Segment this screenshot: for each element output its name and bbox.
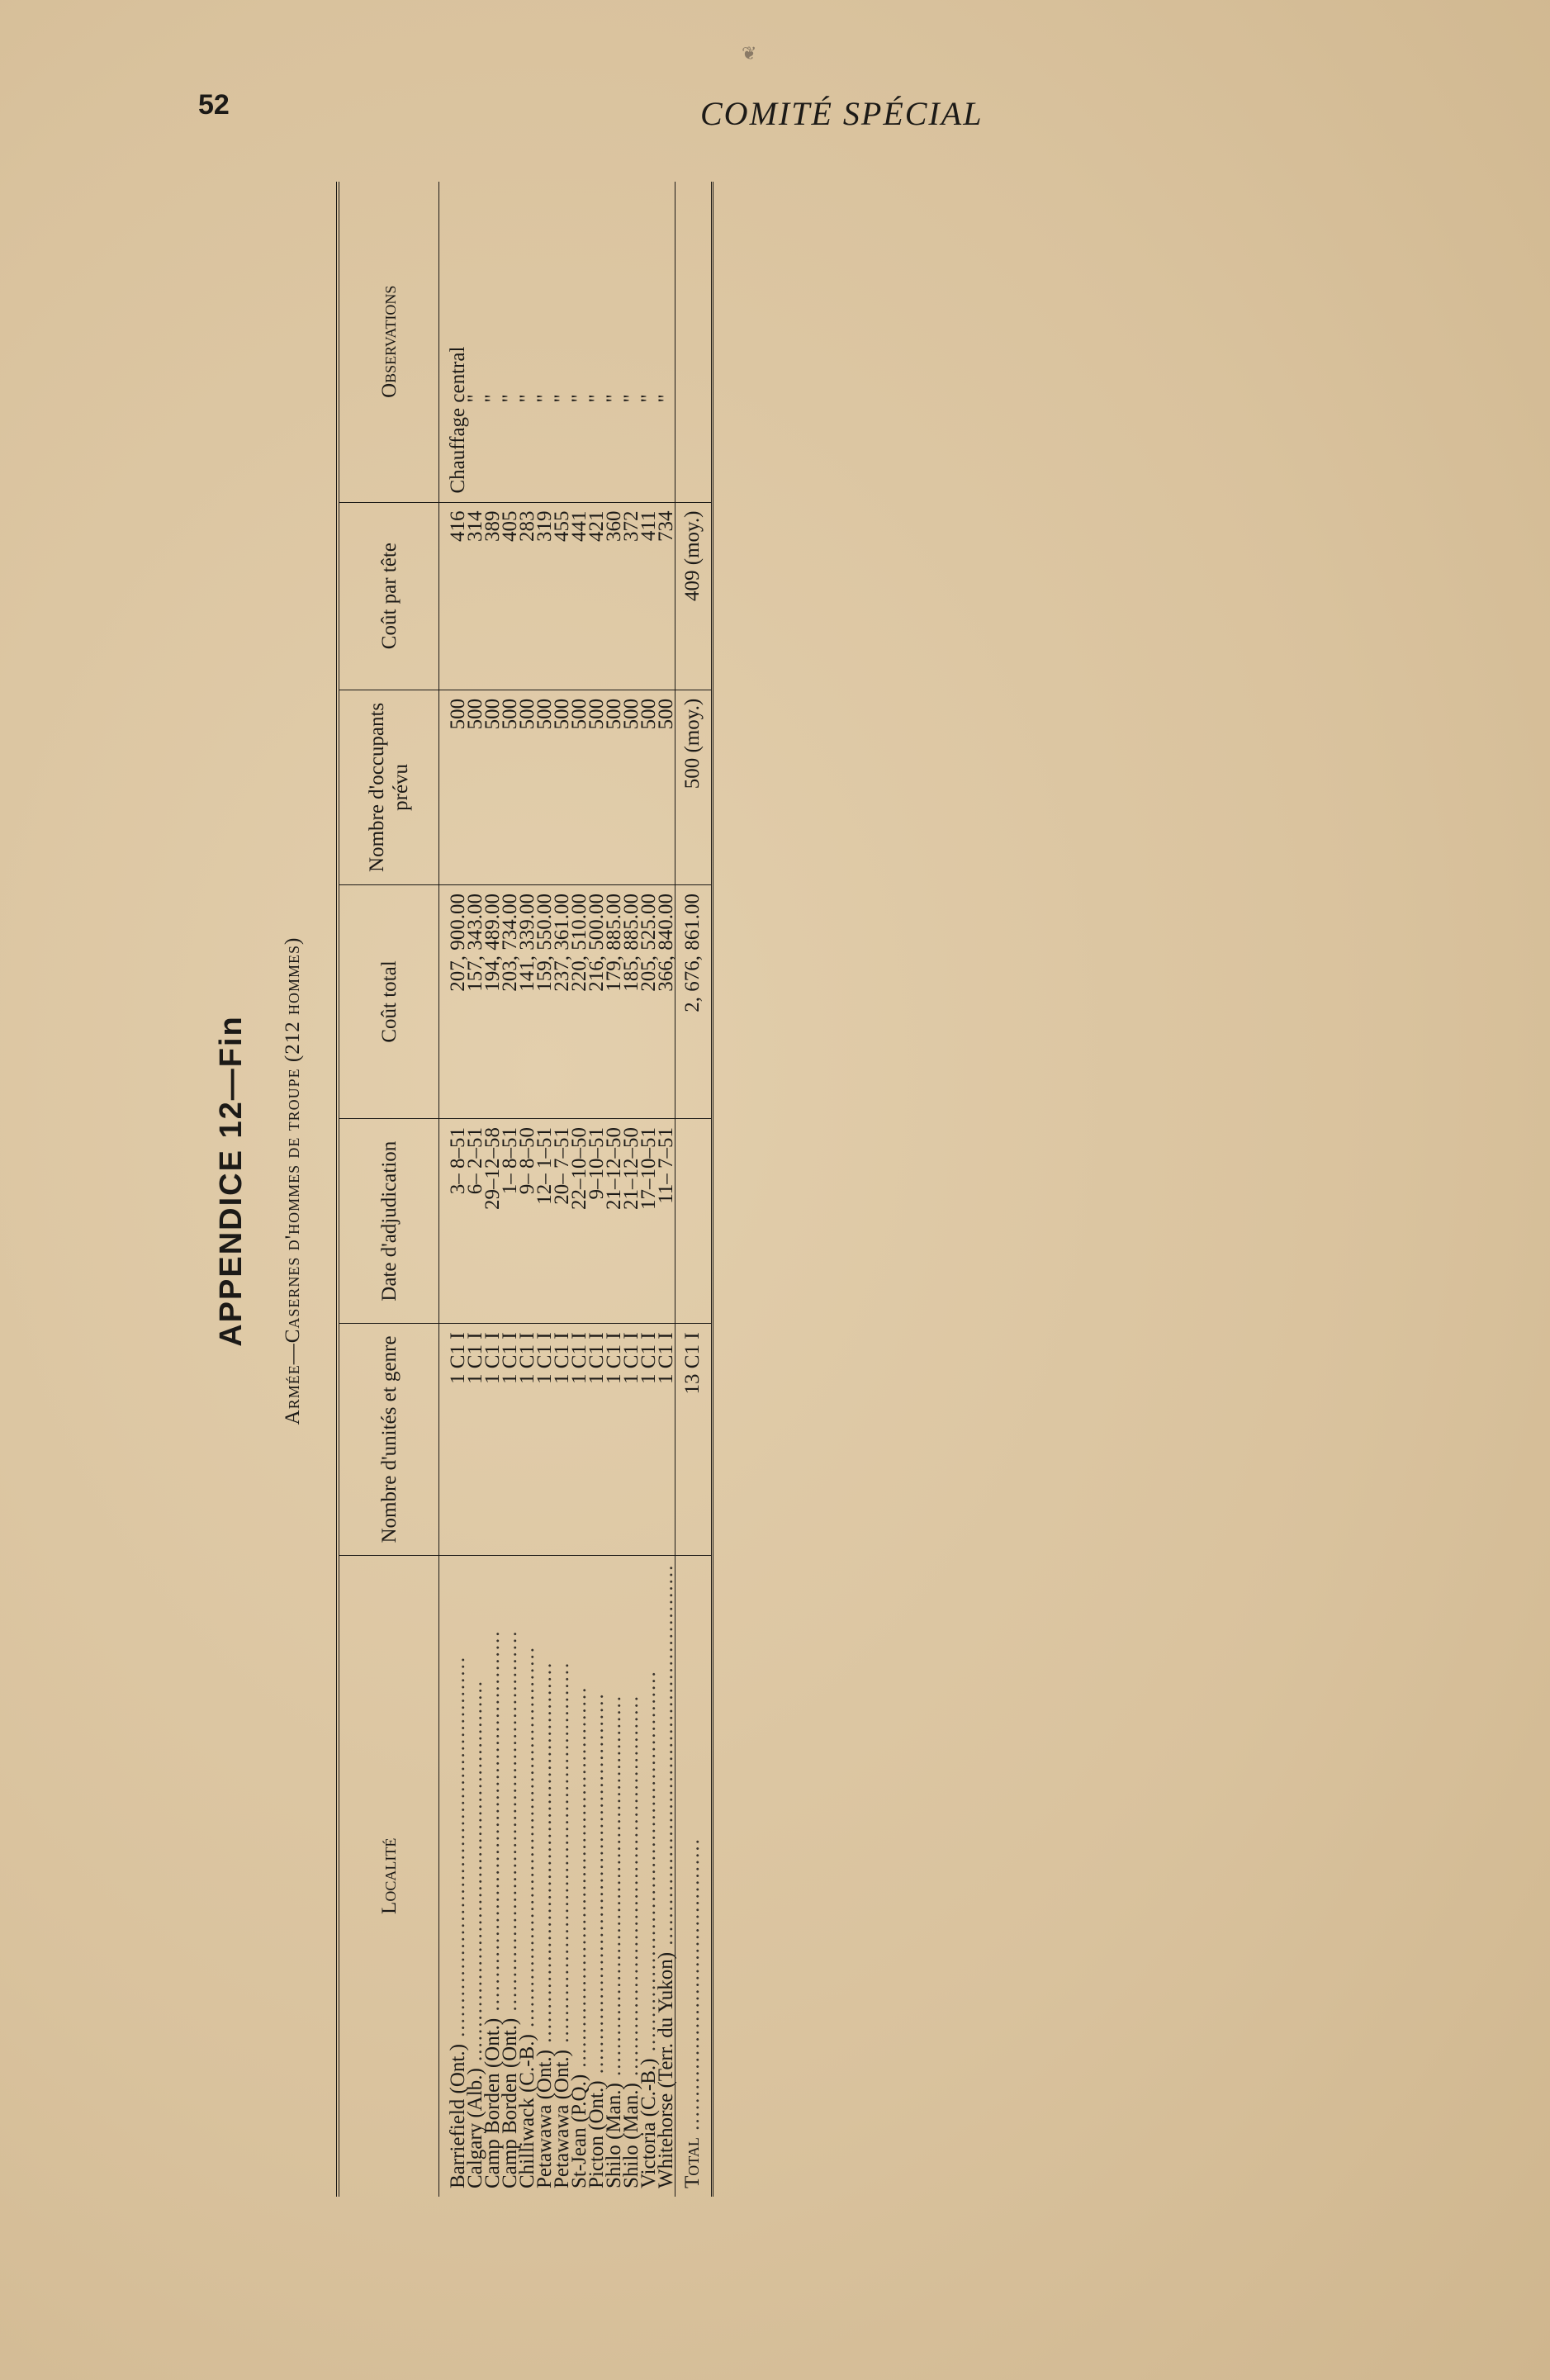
cell-date — [439, 1118, 467, 1324]
cell-observations — [516, 182, 538, 502]
leader-dots: ........................................................ — [447, 1655, 469, 2045]
cell-per-head-text: 283 — [516, 510, 538, 543]
cell-observations-text: Chauffage central — [447, 346, 469, 494]
table-subtitle: Armée—Casernes d'hommes de troupe (212 hommes) — [282, 936, 304, 1425]
leader-dots: ........................................................ — [585, 1692, 608, 2081]
cell-observations — [585, 182, 608, 502]
cell-per-head-text: 405 — [499, 510, 521, 543]
cell-cost-text: 220, 510.00 — [568, 894, 590, 992]
cell-date-text: 3– 8–51 — [447, 1126, 469, 1195]
cell-observations-text: " — [568, 394, 590, 403]
total-row — [675, 182, 713, 2197]
cell-locality-text: Whitehorse (Terr. du Yukon) — [655, 1951, 677, 2188]
cell-date-text: 12– 1–51 — [533, 1126, 556, 1205]
cell-date-text: 29–12–58 — [481, 1126, 504, 1210]
header-cost: Coût total — [338, 885, 439, 1119]
cell-locality-text: Calgary (Alb.) — [464, 2068, 486, 2188]
cell-cost-text: 141, 339.00 — [516, 894, 538, 992]
cell-occupants-text: 500 — [464, 698, 486, 730]
table-body — [439, 182, 713, 2197]
cell-observations-text: " — [464, 394, 486, 403]
leader-dots: ........................................................ — [655, 1563, 677, 1952]
cell-cost-text: 179, 885.00 — [603, 894, 625, 992]
cell-cost-text: 216, 500.00 — [585, 894, 608, 992]
total-label-cell — [675, 1555, 713, 2197]
cell-occupants — [657, 690, 675, 884]
cell-units — [439, 1324, 467, 1555]
cell-units-text: 1 C1 I — [447, 1332, 469, 1384]
header-units: Nombre d'unités et genre — [338, 1324, 439, 1555]
cell-locality — [439, 1555, 467, 2197]
cell-occupants-text: 500 — [533, 698, 556, 730]
cell-date-text: 1– 8–51 — [499, 1126, 521, 1195]
cell-observations-text: " — [638, 394, 660, 403]
cell-observations-text: " — [551, 394, 573, 403]
cell-observations — [464, 182, 486, 502]
cell-units-text: 1 C1 I — [533, 1332, 556, 1384]
cell-locality — [657, 1555, 675, 2197]
cell-date-text: 22–10–50 — [568, 1126, 590, 1210]
cell-occupants — [439, 690, 467, 884]
total-observations — [675, 182, 713, 502]
cell-locality-text: Petawawa (Ont.) — [551, 2050, 573, 2188]
cell-occupants-text: 500 — [655, 698, 677, 730]
cell-cost-text: 185, 885.00 — [620, 894, 642, 992]
cell-locality-text: Shilo (Man.) — [603, 2083, 625, 2188]
cell-cost-text: 366, 840.00 — [655, 894, 677, 992]
cell-date-text: 6– 2–51 — [464, 1126, 486, 1195]
cell-units-text: 1 C1 I — [620, 1332, 642, 1384]
cell-observations — [553, 182, 571, 502]
cell-per-head-text: 441 — [568, 510, 590, 543]
running-head: COMITÉ SPÉCIAL — [700, 95, 984, 132]
cell-cost-text: 237, 361.00 — [551, 894, 573, 992]
cell-occupants-text: 500 — [516, 698, 538, 730]
header-per-head: Coût par tête — [338, 502, 439, 690]
cell-occupants-text: 500 — [638, 698, 660, 730]
cell-observations-text: " — [620, 394, 642, 403]
cell-observations-text: " — [481, 394, 504, 403]
cell-date-text: 21–12–50 — [620, 1126, 642, 1210]
cell-per-head-text: 734 — [655, 510, 677, 543]
cell-observations-text: " — [516, 394, 538, 403]
rotated-table-block — [214, 165, 941, 2197]
cell-per-head-text: 411 — [638, 510, 660, 542]
cell-cost — [439, 885, 467, 1119]
cell-date-text: 11– 7–51 — [655, 1126, 677, 1204]
cell-locality-text: St-Jean (P.Q.) — [568, 2074, 590, 2188]
leader-dots: ........................................................ — [499, 1629, 521, 2018]
cell-occupants-text: 500 — [603, 698, 625, 730]
appendix-title: APPENDICE 12— — [214, 1067, 249, 1347]
header-row — [338, 182, 439, 2197]
leader-dots: ........................................................ — [551, 1661, 573, 2050]
cell-units-text: 1 C1 I — [585, 1332, 608, 1384]
cell-cost-text: 207, 900.00 — [447, 894, 469, 992]
cell-cost-text: 157, 343.00 — [464, 894, 486, 992]
cell-units — [657, 1324, 675, 1555]
cell-occupants-text: 500 — [568, 698, 590, 730]
leader-dots: ........................................................ — [620, 1694, 642, 2084]
cell-per-head — [657, 502, 675, 690]
cell-observations-text: " — [603, 394, 625, 403]
cell-observations — [481, 182, 504, 502]
cell-locality-text: Petawawa (Ont.) — [533, 2050, 556, 2188]
leader-dots: ........................................................ — [533, 1661, 556, 2050]
cell-units-text: 1 C1 I — [464, 1332, 486, 1384]
cell-observations — [501, 182, 519, 502]
cell-cost — [657, 885, 675, 1119]
table-row — [439, 182, 467, 2197]
appendix-heading — [214, 165, 249, 2197]
cell-cost-text: 205, 525.00 — [638, 894, 660, 992]
cell-locality-text: Barriefield (Ont.) — [447, 2044, 469, 2188]
cell-occupants-text: 500 — [585, 698, 608, 730]
cell-locality-text: Victoria (C.-B.) — [638, 2058, 660, 2188]
cell-date — [657, 1118, 675, 1324]
total-date — [675, 1118, 713, 1324]
cell-observations — [638, 182, 660, 502]
cell-locality-text: Picton (Ont.) — [585, 2080, 608, 2188]
total-per-head: 409 (moy.) — [675, 502, 713, 690]
leader-dots: ........................................................ — [464, 1679, 486, 2069]
cell-units-text: 1 C1 I — [551, 1332, 573, 1384]
table-row — [657, 182, 675, 2197]
cell-cost-text: 194, 489.00 — [481, 894, 504, 992]
cell-observations — [568, 182, 590, 502]
cell-observations — [533, 182, 556, 502]
cell-per-head — [439, 502, 467, 690]
cell-units-text: 1 C1 I — [481, 1332, 504, 1384]
header-occupants: Nombre d'occupants prévu — [338, 690, 439, 884]
cell-occupants-text: 500 — [551, 698, 573, 730]
cell-per-head-text: 360 — [603, 510, 625, 543]
printer-ornament: ❦ — [742, 43, 757, 64]
leader-dots: ........................................................ — [481, 1629, 504, 2018]
page-number: 52 — [198, 89, 230, 121]
cell-occupants-text: 500 — [499, 698, 521, 730]
cell-locality-text: Shilo (Man.) — [620, 2083, 642, 2188]
total-label: Total — [681, 2137, 704, 2188]
leader-dots: ........................................... — [681, 1837, 704, 2138]
cell-occupants-text: 500 — [481, 698, 504, 730]
barracks-table — [336, 182, 713, 2197]
appendix-title-fin: Fin — [214, 1015, 249, 1068]
cell-observations-text: " — [585, 394, 608, 403]
total-occupants: 500 (moy.) — [675, 690, 713, 884]
header-date: Date d'adjudication — [338, 1118, 439, 1324]
cell-per-head-text: 389 — [481, 510, 504, 543]
cell-date-text: 9– 8–50 — [516, 1126, 538, 1195]
cell-units-text: 1 C1 I — [638, 1332, 660, 1384]
cell-occupants-text: 500 — [447, 698, 469, 730]
cell-per-head-text: 421 — [585, 510, 608, 543]
cell-per-head-text: 455 — [551, 510, 573, 543]
leader-dots: ........................................................ — [603, 1694, 625, 2084]
cell-observations-text: " — [655, 394, 677, 403]
cell-per-head-text: 416 — [447, 510, 469, 543]
cell-observations-text: " — [499, 394, 521, 403]
total-units: 13 C1 I — [675, 1324, 713, 1555]
cell-per-head-text: 372 — [620, 510, 642, 543]
cell-per-head-text: 314 — [464, 510, 486, 543]
total-cost: 2, 676, 861.00 — [675, 885, 713, 1119]
leader-dots: ........................................................ — [516, 1645, 538, 2035]
cell-occupants-text: 500 — [620, 698, 642, 730]
cell-observations — [657, 182, 675, 502]
cell-date-text: 20– 7–51 — [551, 1126, 573, 1205]
cell-observations-text: " — [533, 394, 556, 403]
cell-units-text: 1 C1 I — [499, 1332, 521, 1384]
cell-locality-text: Camp Borden (Ont.) — [499, 2017, 521, 2188]
cell-date-text: 9–10–51 — [585, 1126, 608, 1200]
cell-cost-text: 203, 734.00 — [499, 894, 521, 992]
leader-dots: ........................................................ — [638, 1670, 660, 2059]
cell-date-text: 17–10–51 — [638, 1126, 660, 1210]
cell-units-text: 1 C1 I — [603, 1332, 625, 1384]
cell-units-text: 1 C1 I — [655, 1332, 677, 1384]
cell-units-text: 1 C1 I — [516, 1332, 538, 1384]
cell-observations — [620, 182, 642, 502]
header-observations: Observations — [338, 182, 439, 502]
cell-units-text: 1 C1 I — [568, 1332, 590, 1384]
cell-locality-text: Camp Borden (Ont.) — [481, 2017, 504, 2188]
leader-dots: ........................................................ — [568, 1685, 590, 2074]
cell-date-text: 21–12–50 — [603, 1126, 625, 1210]
cell-locality-text: Chilliwack (C.-B.) — [516, 2034, 538, 2188]
cell-per-head-text: 319 — [533, 510, 556, 543]
cell-observations — [439, 182, 467, 502]
cell-cost-text: 159, 550.00 — [533, 894, 556, 992]
cell-observations — [605, 182, 623, 502]
header-locality: Localité — [338, 1555, 439, 2197]
